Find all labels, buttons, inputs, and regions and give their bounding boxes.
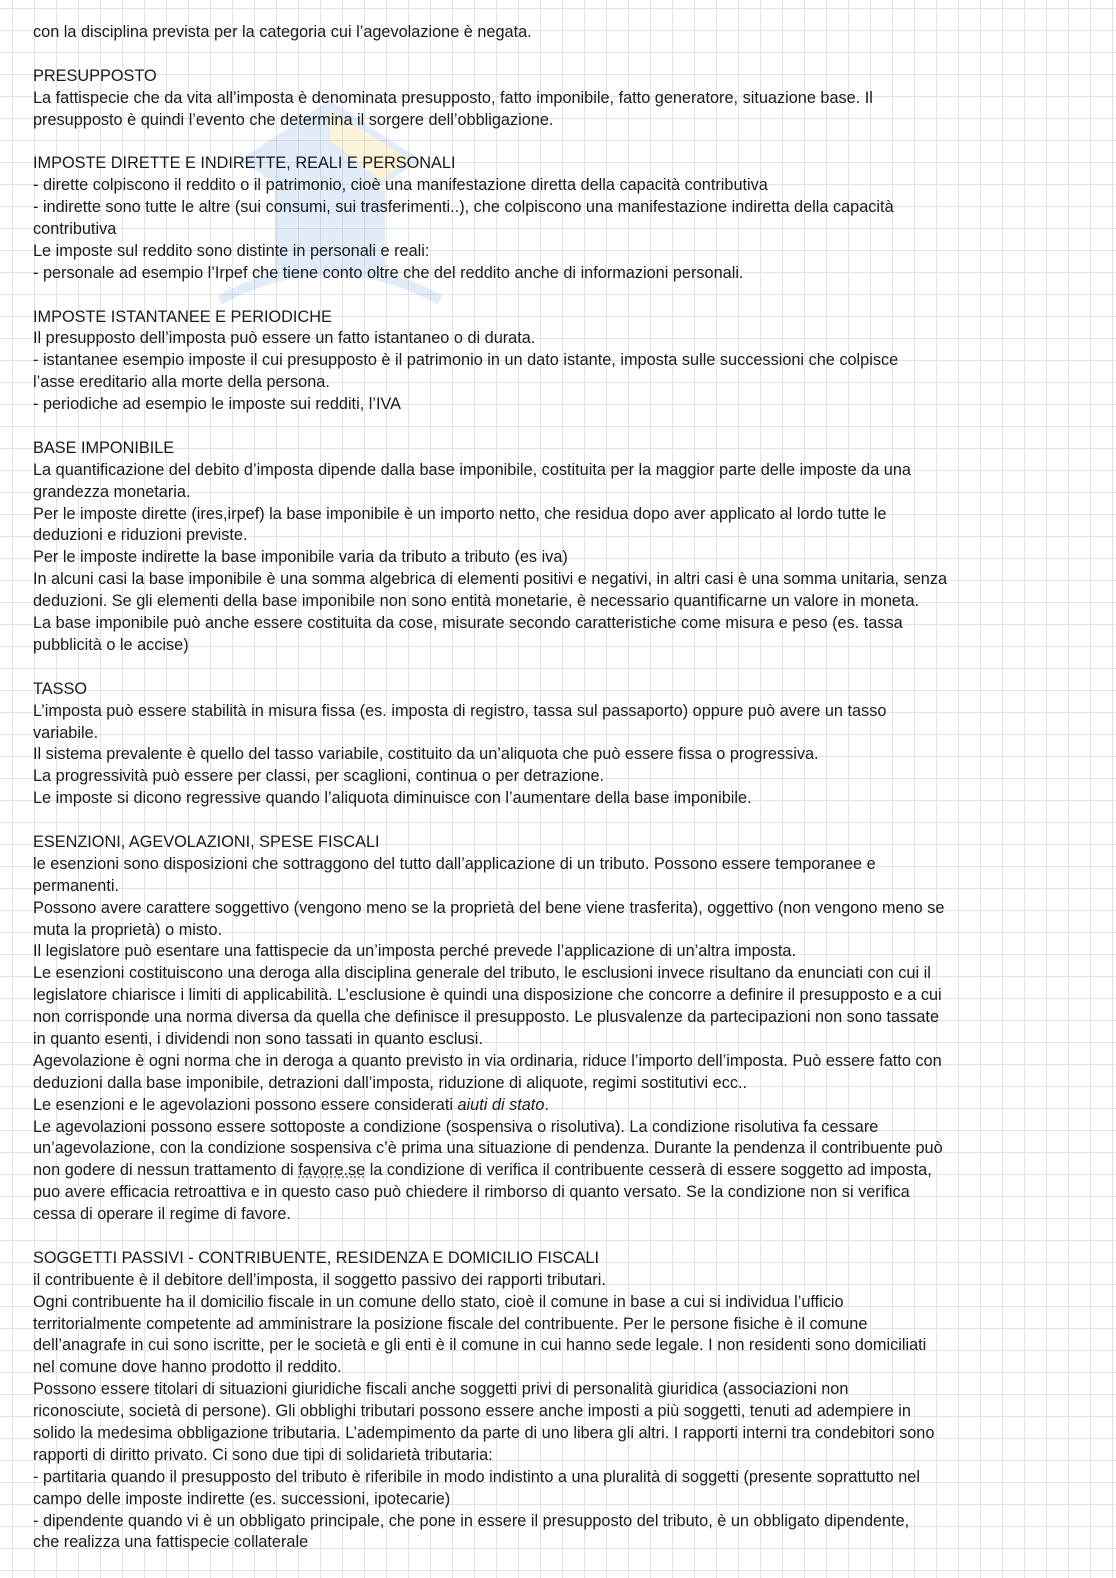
text-line: Il presupposto dell’imposta può essere un fatto istantaneo o di durata. bbox=[33, 329, 536, 348]
text-line: muta la proprietà) o misto. bbox=[33, 920, 223, 939]
text-line: Il legislatore può esentare una fattispecie da un’imposta perché prevede l’applicazione di un’altra imposta. bbox=[33, 942, 796, 961]
text-line: La quantificazione del debito d’imposta dipende dalla base imponibile, costituita per la maggior parte delle imposte da una bbox=[33, 460, 911, 479]
text-line: contributiva bbox=[33, 220, 117, 239]
document-page bbox=[33, 22, 1083, 1554]
text-line: grandezza monetaria. bbox=[33, 482, 191, 501]
text-line: variabile. bbox=[33, 723, 99, 742]
text-span: non godere di nessun trattamento di bbox=[33, 1161, 299, 1180]
section-heading: TASSO bbox=[33, 679, 87, 698]
text-line: un’agevolazione, con la condizione sospensiva c’è prima una situazione di pendenza. Durante la pendenza il contribuente può bbox=[33, 1139, 943, 1158]
text-line: dell’anagrafe in cui sono iscritte, per le società e gli enti è il comune in cui hanno sede legale. I non residenti sono domiciliati bbox=[33, 1336, 927, 1355]
text-line: in quanto esenti, i dividendi non sono tassati in quanto esclusi. bbox=[33, 1029, 483, 1048]
text-line: territorialmente competente ad amministrare la posizione fiscale del contribuente. Per le persone fisiche è il comune bbox=[33, 1314, 868, 1333]
text-span: Le esenzioni e le agevolazioni possono essere considerati bbox=[33, 1095, 458, 1114]
text-line: Per le imposte dirette (ires,irpef) la base imponibile è un importo netto, che residua dopo aver applicato al lordo tutte le bbox=[33, 504, 887, 523]
text-line: In alcuni casi la base imponibile è una somma algebrica di elementi positivi e negativi, in altri casi è una somma unitaria, senza bbox=[33, 570, 948, 589]
text-line: Le esenzioni costituiscono una deroga alla disciplina generale del tributo, le esclusioni invece risultano da enunciati con cui il bbox=[33, 964, 931, 983]
section-presupposto bbox=[33, 66, 1083, 132]
section-imposte-dirette-indirette bbox=[33, 153, 1083, 284]
text-line: - periodiche ad esempio le imposte sui redditi, l’IVA bbox=[33, 395, 402, 414]
text-line: Le agevolazioni possono essere sottoposte a condizione (sospensiva o risolutiva). La condizione risolutiva fa cessare bbox=[33, 1117, 879, 1136]
text-line: il contribuente è il debitore dell’imposta, il soggetto passivo dei rapporti tributari. bbox=[33, 1270, 606, 1289]
text-line: deduzioni e riduzioni previste. bbox=[33, 526, 248, 545]
text-line: Agevolazione è ogni norma che in deroga a quanto previsto in via ordinaria, riduce l’importo dell’imposta. Può essere fatto con bbox=[33, 1051, 942, 1070]
text-line: permanenti. bbox=[33, 876, 119, 895]
section-soggetti-passivi bbox=[33, 1248, 1083, 1554]
section-heading: PRESUPPOSTO bbox=[33, 66, 157, 85]
text-line: non corrisponde una norma diversa da quella che definisce il presupposto. Le plusvalenze da partecipazioni non sono tassate bbox=[33, 1008, 940, 1027]
text-line: l’asse ereditario alla morte della persona. bbox=[33, 373, 330, 392]
text-line: - partitaria quando il presupposto del tributo è riferibile in modo indistinto a una pluralità di soggetti (presente soprattutto nel bbox=[33, 1467, 920, 1486]
text-line: - personale ad esempio l’Irpef che tiene conto oltre che del reddito anche di informazioni personali. bbox=[33, 263, 744, 282]
section-heading: SOGGETTI PASSIVI - CONTRIBUENTE, RESIDENZA E DOMICILIO FISCALI bbox=[33, 1248, 600, 1267]
text-line: Per le imposte indirette la base imponibile varia da tributo a tributo (es iva) bbox=[33, 548, 568, 567]
section-heading: IMPOSTE ISTANTANEE E PERIODICHE bbox=[33, 307, 332, 326]
favore-link-line bbox=[33, 1160, 1083, 1182]
text-line: puo avere efficacia retroattiva e in questo caso può chiedere il rimborso di quanto versato. Se la condizione non si verifica bbox=[33, 1183, 910, 1202]
text-line: presupposto è quindi l’evento che determina il sorgere dell’obbligazione. bbox=[33, 110, 554, 129]
text-line: - dipendente quando vi è un obbligato principale, che pone in essere il presupposto del tributo, è un obbligato dipendente, bbox=[33, 1511, 910, 1530]
italic-term: aiuti di stato bbox=[457, 1095, 545, 1114]
text-line: - dirette colpiscono il reddito o il patrimonio, cioè una manifestazione diretta della capacità contributiva bbox=[33, 176, 768, 195]
text-line: Le imposte sul reddito sono distinte in personali e reali: bbox=[33, 241, 430, 260]
text-line: pubblicità o le accise) bbox=[33, 635, 189, 654]
text-span: la condizione di verifica il contribuente cesserà di essere soggetto ad imposta, bbox=[365, 1161, 932, 1180]
intro-line: con la disciplina prevista per la categoria cui l’agevolazione è negata. bbox=[33, 23, 532, 41]
favore-link[interactable]: favore.se bbox=[298, 1161, 366, 1180]
text-line: nel comune dove hanno prodotto il reddito. bbox=[33, 1358, 342, 1377]
section-heading: BASE IMPONIBILE bbox=[33, 438, 175, 457]
text-line: campo delle imposte indirette (es. successioni, ipotecarie) bbox=[33, 1489, 451, 1508]
text-line: deduzioni dalla base imponibile, detrazioni dall’imposta, riduzione di aliquote, regimi sostitutivi ecc.. bbox=[33, 1073, 748, 1092]
text-line: Ogni contribuente ha il domicilio fiscale in un comune dello stato, cioè il comune in base a cui si individua l’ufficio bbox=[33, 1292, 844, 1311]
text-line: La base imponibile può anche essere costituita da cose, misurate secondo caratteristiche come misura e peso (es. tassa bbox=[33, 614, 903, 633]
text-line: La progressività può essere per classi, per scaglioni, continua o per detrazione. bbox=[33, 767, 605, 786]
text-line: solido la medesima obbligazione tributaria. L’adempimento da parte di uno libera gli altri. I rapporti interni tra condebitori sono bbox=[33, 1424, 935, 1442]
section-base-imponibile bbox=[33, 438, 1083, 657]
text-line: Possono avere carattere soggettivo (vengono meno se la proprietà del bene viene trasferita), oggettivo (non vengono meno se bbox=[33, 898, 945, 917]
section-esenzioni-agevolazioni bbox=[33, 832, 1083, 1226]
text-line: - indirette sono tutte le altre (sui consumi, sui trasferimenti..), che colpiscono una manifestazione indiretta della capacità bbox=[33, 198, 894, 217]
aiuti-di-stato-line bbox=[33, 1095, 1083, 1117]
text-line: che realizza una fattispecie collaterale bbox=[33, 1533, 309, 1552]
text-line: legislatore chiarisce i limiti di applicabilità. L’esclusione è quindi una disposizione che concorre a definire il presupposto e a cui bbox=[33, 986, 942, 1005]
text-line: cessa di operare il regime di favore. bbox=[33, 1205, 291, 1224]
text-line: rapporti di diritto privato. Ci sono due tipi di solidarietà tributaria: bbox=[33, 1445, 493, 1464]
text-line: L’imposta può essere stabilità in misura fissa (es. imposta di registro, tassa sul passaporto) oppure può avere un tasso bbox=[33, 701, 887, 720]
text-line: deduzioni. Se gli elementi della base imponibile non sono entità monetarie, è necessario quantificarne un valore in moneta. bbox=[33, 592, 920, 611]
text-line: riconosciute, società di persone). Gli obblighi tributari possono essere anche imposti a più soggetti, tenuti ad adempiere in bbox=[33, 1402, 911, 1421]
text-line: Possono essere titolari di situazioni giuridiche fiscali anche soggetti privi di personalità giuridica (associazioni non bbox=[33, 1380, 849, 1399]
section-imposte-istantanee-periodiche bbox=[33, 307, 1083, 416]
section-heading: IMPOSTE DIRETTE E INDIRETTE, REALI E PERSONALI bbox=[33, 154, 456, 173]
text-line: le esenzioni sono disposizioni che sottraggono del tutto dall’applicazione di un tributo. Possono essere temporanee e bbox=[33, 854, 876, 873]
text-line: La fattispecie che da vita all’imposta è denominata presupposto, fatto imponibile, fatto generatore, situazione base. Il bbox=[33, 88, 873, 107]
text-span: . bbox=[544, 1095, 549, 1114]
text-line: Il sistema prevalente è quello del tasso variabile, costituito da un’aliquota che può essere fissa o progressiva. bbox=[33, 745, 819, 764]
section-tasso bbox=[33, 679, 1083, 810]
text-line: - istantanee esempio imposte il cui presupposto è il patrimonio in un dato istante, imposta sulle successioni che colpisce bbox=[33, 351, 899, 370]
section-heading: ESENZIONI, AGEVOLAZIONI, SPESE FISCALI bbox=[33, 832, 380, 851]
text-line: Le imposte si dicono regressive quando l’aliquota diminuisce con l’aumentare della base imponibile. bbox=[33, 789, 752, 808]
